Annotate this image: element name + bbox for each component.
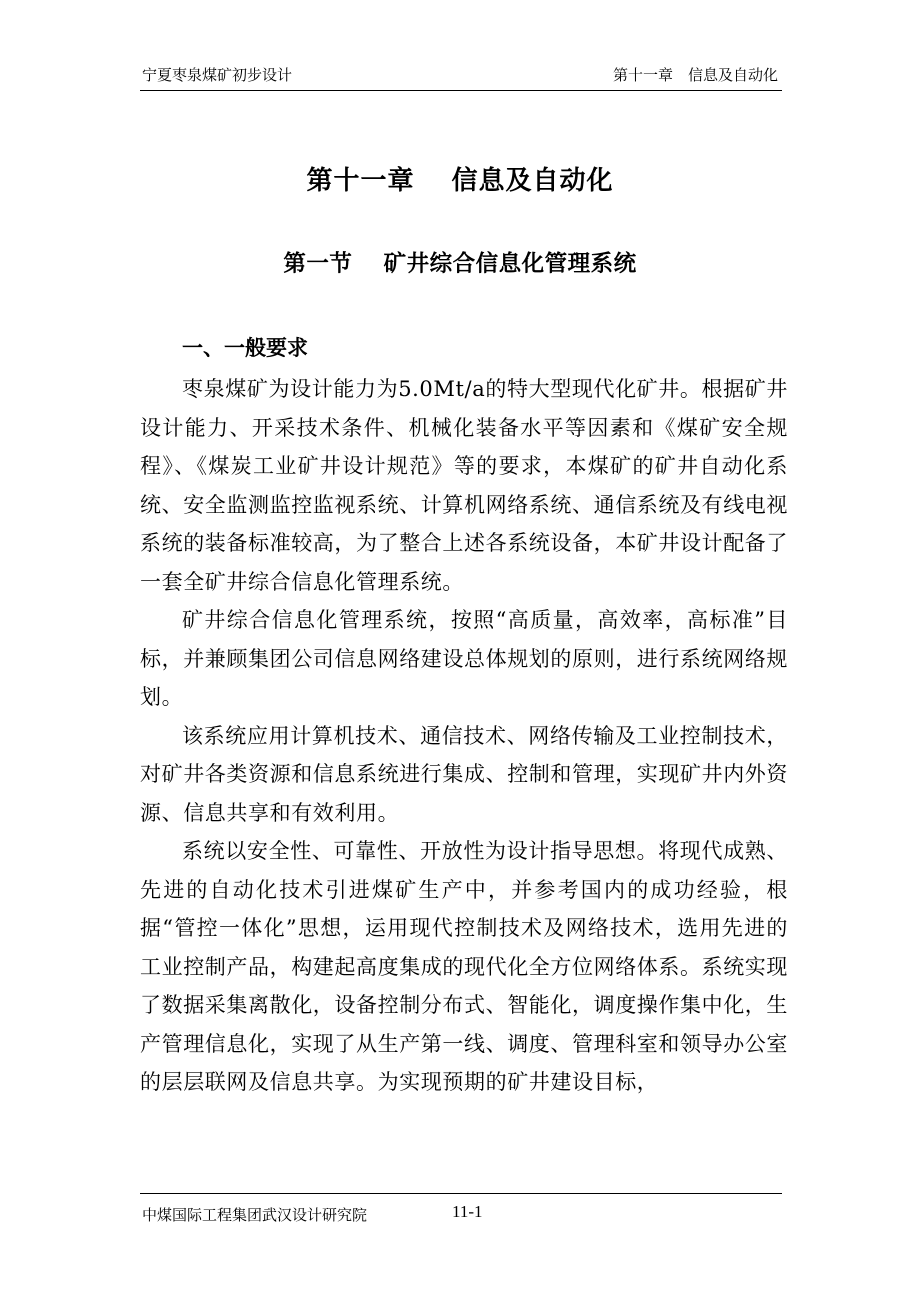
page-number: 11-1: [452, 1202, 483, 1221]
paragraph: 枣泉煤矿为设计能力为5.0Mt/a的特大型现代化矿井。根据矿井设计能力、开采技术条件、机械化装备水平等因素和《煤矿安全规程》、《煤炭工业矿井设计规范》等的要求，本煤矿的矿井自动化系统、安全监测监控监视系统、计算机网络系统、通信系统及有线电视系统的装备标准较高，为了整合上述各系统设备，本矿井设计配备了一套全矿井综合信息化管理系统。: [140, 377, 788, 594]
body-text: [140, 370, 788, 1102]
paragraph: 系统以安全性、可靠性、开放性为设计指导思想。将现代成熟、先进的自动化技术引进煤矿生产中，并参考国内的成功经验，根据“管控一体化”思想，运用现代控制技术及网络技术，选用先进的工业控制产品，构建起高度集成的现代化全方位网络体系。系统实现了数据采集离散化，设备控制分布式、智能化，调度操作集中化，生产管理信息化，实现了从生产第一线、调度、管理科室和领导办公室的层层联网及信息共享。为实现预期的矿井建设目标，: [140, 839, 788, 1094]
section-title: 第一节 矿井综合信息化管理系统: [283, 251, 637, 277]
header-document-title: 宁夏枣泉煤矿初步设计: [142, 66, 293, 84]
subsection-title: 一、一般要求: [182, 336, 308, 360]
footer-organization: 中煤国际工程集团武汉设计研究院: [142, 1206, 368, 1224]
chapter-title: 第十一章 信息及自动化: [306, 166, 614, 196]
header-chapter-title: 第十一章 信息及自动化: [612, 66, 778, 84]
paragraph: 矿井综合信息化管理系统，按照“高质量，高效率，高标准”目标，并兼顾集团公司信息网络建设总体规划的原则，进行系统网络规划。: [140, 608, 788, 709]
paragraph: 该系统应用计算机技术、通信技术、网络传输及工业控制技术，对矿井各类资源和信息系统进行集成、控制和管理，实现矿井内外资源、信息共享和有效利用。: [140, 723, 788, 825]
running-header: [140, 62, 782, 91]
running-footer: [140, 1193, 782, 1234]
